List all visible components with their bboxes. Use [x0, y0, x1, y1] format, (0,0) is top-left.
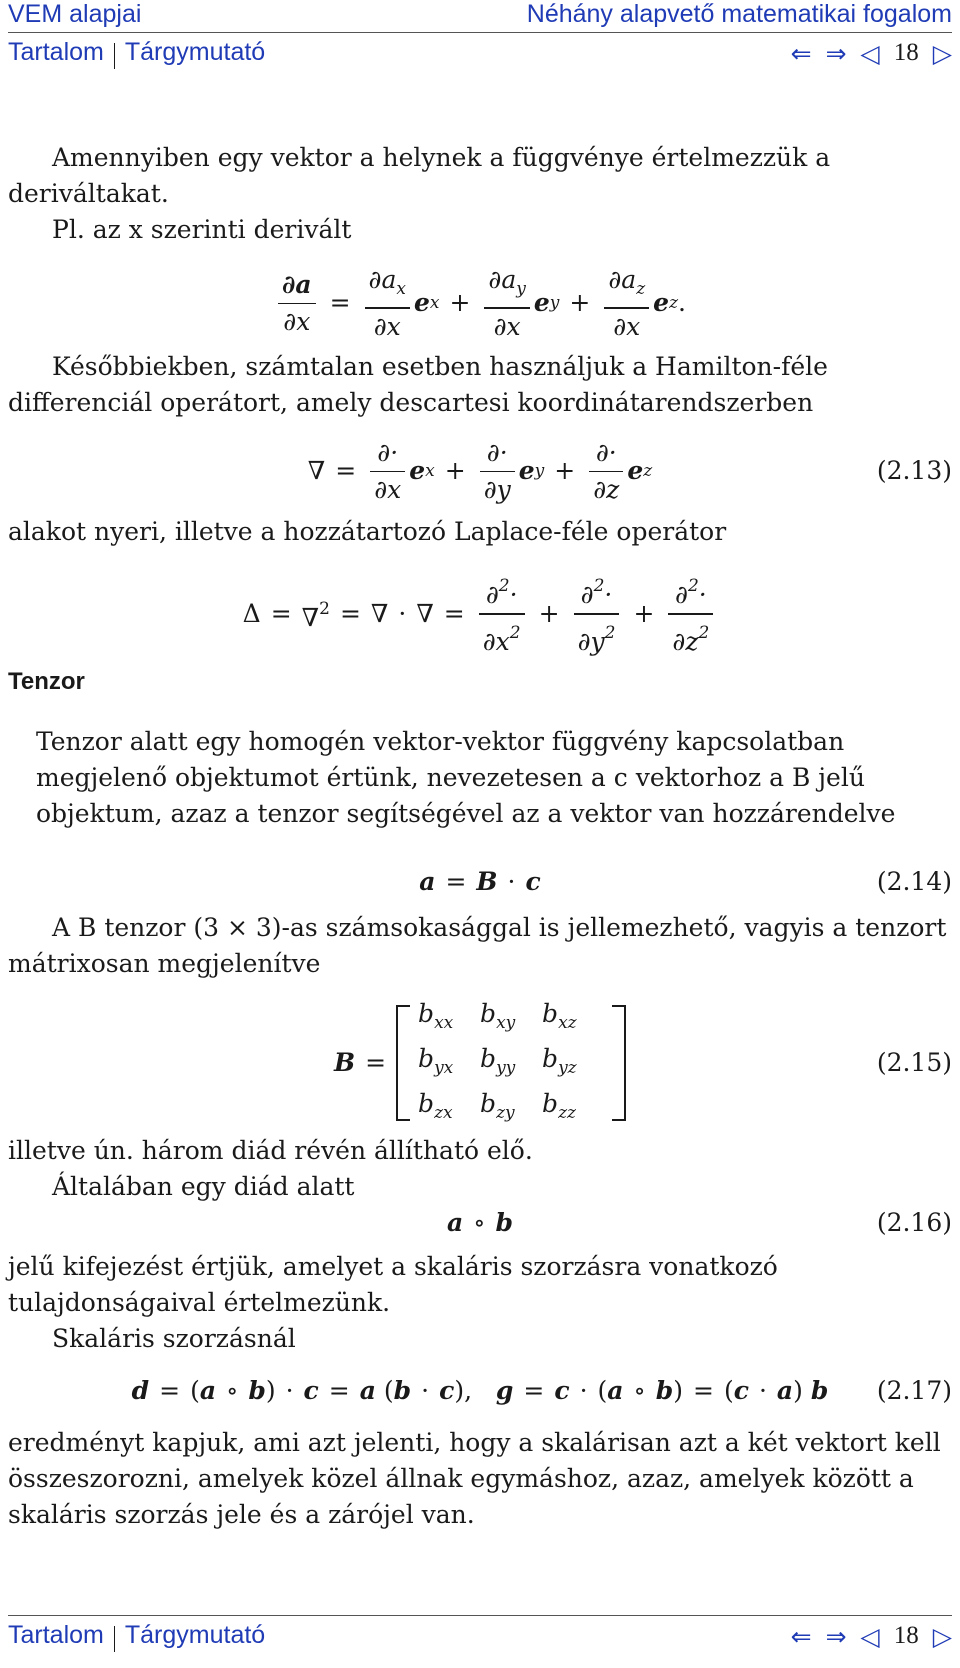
- paragraph-11: eredményt kapjuk, ami azt jelenti, hogy a skalárisan azt a két vektort kell összeszorozni, amelyek közel állnak egymáshoz, azaz, amelyek között a skaláris szorzás jele és a zárójel van.: [8, 1427, 941, 1529]
- paragraph-5-wrap: [8, 724, 952, 832]
- frac-d-dy: $\frac{\partial\cdot}{\partial y}$: [480, 435, 515, 509]
- equation-number-2-16: (2.16): [876, 1207, 952, 1237]
- page-content: [8, 140, 952, 1533]
- header-links: [8, 38, 265, 69]
- frac-d-dx: $\frac{\partial\cdot}{\partial x}$: [370, 435, 405, 509]
- matrix-right-bracket: [612, 1005, 626, 1121]
- matrix-cell: $b_{xx}$: [418, 998, 454, 1033]
- matrix-grid: [410, 996, 612, 1131]
- matrix-cell: $b_{xy}$: [480, 998, 516, 1033]
- paragraph-10: Skaláris szorzásnál: [52, 1323, 296, 1353]
- presentation-title: VEM alapjai: [8, 0, 142, 28]
- matrix-cell: $b_{xz}$: [542, 998, 577, 1033]
- header-title-row: [8, 0, 952, 29]
- footer-links: [8, 1621, 265, 1652]
- footer-next-page-icon[interactable]: ▷: [932, 1621, 952, 1651]
- frac-da-dx: $\frac{\partial a}{\partial x}$: [278, 267, 316, 341]
- section-heading-tenzor: Tenzor: [8, 667, 85, 695]
- frac-d2-dz2: $\frac{\partial^2\cdot}{\partial z^2}$: [668, 568, 713, 660]
- footer-back-arrow-icon[interactable]: ⇐: [790, 1621, 812, 1651]
- next-page-icon[interactable]: ▷: [932, 38, 952, 68]
- prev-page-icon[interactable]: ◁: [860, 38, 880, 68]
- footer-prev-page-icon[interactable]: ◁: [860, 1621, 880, 1651]
- link-separator: [114, 43, 115, 69]
- page-number: 18: [893, 39, 919, 67]
- frac-day-dx: $\frac{\partial a_y}{\partial x}$: [484, 262, 529, 345]
- tensor-matrix: [396, 996, 626, 1131]
- contents-link[interactable]: Tartalom: [8, 38, 104, 66]
- matrix-cell: $b_{yz}$: [542, 1043, 577, 1078]
- header-nav: [8, 0, 952, 72]
- equation-nabla: ∇ = $\frac{\partial\cdot}{\partial x}$ e x + $\frac{\partial\cdot}{\partial y}$ e y + $\frac{\partial\cdot}{\partial z}$ e z (2.13): [8, 435, 952, 509]
- paragraph-3: Későbbiekben, számtalan esetben használjuk a Hamilton-féle differenciál operátort, amely descartesi koordinátarendszerben: [8, 351, 828, 417]
- paragraph-2: Pl. az x szerinti derivált: [52, 215, 352, 244]
- frac-dax-dx: $\frac{\partial a_x}{\partial x}$: [365, 262, 410, 345]
- paragraph-6: A B tenzor (3 × 3)-as számsokasággal is jellemezhető, vagyis a tenzort mátrixosan megjelenítve: [8, 912, 947, 978]
- footer-pager: [791, 1622, 952, 1651]
- equation-tensor: a = B · c (2.14): [8, 864, 952, 900]
- equation-number-2-15: (2.15): [876, 1048, 952, 1077]
- equation-number-2-13: (2.13): [876, 456, 952, 486]
- matrix-left-bracket: [396, 1005, 410, 1121]
- frac-d-dz: $\frac{\partial\cdot}{\partial z}$: [589, 435, 623, 509]
- matrix-cell: $b_{yy}$: [480, 1043, 516, 1078]
- header-pager: [791, 39, 952, 68]
- footer-link-separator: [114, 1626, 115, 1652]
- forward-arrow-icon[interactable]: ⇒: [825, 38, 847, 68]
- matrix-cell: $b_{zy}$: [480, 1088, 515, 1123]
- footer-forward-arrow-icon[interactable]: ⇒: [825, 1621, 847, 1651]
- matrix-cell: $b_{zz}$: [542, 1088, 576, 1123]
- equation-matrix: B = $b_{xx}$ $b_{xy}$ $b_{xz}$ $b_{yx}$ $b_{yy}$ $b_{yz}$ $b_{zx}$ $b_{zy}$ $b_{zz}$ (2.15): [8, 996, 952, 1131]
- header-divider: [8, 32, 952, 33]
- paragraph-5: Tenzor alatt egy homogén vektor-vektor függvény kapcsolatban megjelenő objektumot értünk, nevezetesen a c vektorhoz a B jelű objektum, azaz a tenzor segítségével az a vektor van hozzárendelve: [36, 726, 896, 828]
- paragraph-9: jelű kifejezést értjük, amelyet a skaláris szorzásra vonatkozó tulajdonságaival értelmezünk.: [8, 1251, 778, 1317]
- equation-laplace: Δ = ∇$^2$ = ∇ · ∇ = $\frac{\partial^2\cdot}{\partial x^2}$ + $\frac{\partial^2\cdot}{\partial y^2}$ + $\frac{\partial^2\cdot}{\partial z^2}$: [8, 568, 952, 660]
- section-title-header: Néhány alapvető matematikai fogalom: [526, 0, 952, 28]
- frac-d2-dx2: $\frac{\partial^2\cdot}{\partial x^2}$: [479, 568, 525, 660]
- footer-page-number: 18: [893, 1622, 919, 1650]
- paragraph-7: illetve ún. három diád révén állítható elő.: [8, 1135, 533, 1165]
- header-links-row: [8, 38, 952, 69]
- frac-d2-dy2: $\frac{\partial^2\cdot}{\partial y^2}$: [574, 568, 620, 660]
- frac-daz-dx: $\frac{\partial a_z}{\partial x}$: [604, 262, 649, 345]
- footer-divider: [8, 1615, 952, 1616]
- footer-nav: [8, 1612, 952, 1668]
- footer-contents-link[interactable]: Tartalom: [8, 1621, 104, 1649]
- paragraph-4: alakot nyeri, illetve a hozzátartozó Laplace-féle operátor: [8, 517, 727, 546]
- paragraph-8: Általában egy diád alatt: [52, 1171, 355, 1201]
- back-arrow-icon[interactable]: ⇐: [790, 38, 812, 68]
- equation-number-2-17: (2.17): [876, 1375, 952, 1405]
- equation-dyad: a ∘ b (2.16): [8, 1205, 952, 1241]
- matrix-cell: $b_{zx}$: [418, 1088, 453, 1123]
- matrix-cell: $b_{yx}$: [418, 1043, 454, 1078]
- equation-number-2-14: (2.14): [876, 866, 952, 896]
- equation-derivative: $\frac{\partial a}{\partial x}$ = $\frac{\partial a_x}{\partial x}$ e x + $\frac{\partial a_y}{\partial x}$ e y + $\frac{\partial a_z}{\partial x}$ e z .: [8, 262, 952, 345]
- index-link[interactable]: Tárgymutató: [124, 38, 266, 66]
- footer-index-link[interactable]: Tárgymutató: [124, 1621, 266, 1649]
- footer-links-row: [8, 1621, 952, 1652]
- paragraph-1: Amennyiben egy vektor a helynek a függvénye értelmezzük a deriváltakat.: [8, 143, 831, 208]
- equation-scalar-product: d = ( a ∘ b ) · c = a ( b · c ) , g = c · ( a ∘ b ) = ( c · a ) b (2.17): [8, 1373, 952, 1409]
